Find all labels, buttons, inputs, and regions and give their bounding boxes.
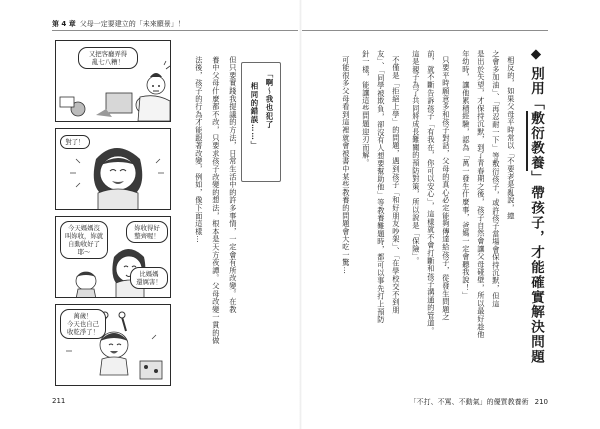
bubble-line: 今天媽媽沒 — [68, 224, 100, 232]
bubble-line: 萬歲！ — [73, 312, 93, 320]
bubble-line: 比媽媽 — [139, 270, 159, 278]
speech-bubble — [130, 267, 168, 289]
right-page-number: 210 — [534, 398, 548, 406]
right-footer — [410, 397, 548, 407]
body-column: 前，就不斷告訴孩子「有我在，你可以安心」，這樣就不會打斷和孩子溝通的管道。 — [426, 50, 436, 335]
chapter-number: 第 4 章 — [52, 20, 76, 28]
body-column: 法後，孩子的行為才能跟著改變，例如，像下面這樣… — [194, 56, 204, 244]
bubble-line: 自動收好了 — [68, 240, 100, 248]
bubble-line: 妳收得好 — [134, 224, 160, 232]
aside-note-box — [241, 62, 281, 182]
bubble-line: 今天也自己 — [67, 320, 99, 328]
bubble-line: 耶～ — [77, 248, 91, 256]
speech-bubble — [126, 221, 168, 243]
speech-bubble — [60, 309, 106, 339]
bubble-line: 亂七八糟！ — [92, 58, 124, 66]
section-heading — [526, 46, 546, 364]
chapter-title: 父母一定要建立的「未來願景」！ — [79, 20, 185, 28]
heading-highlight: 敷衍教養 — [528, 111, 544, 171]
heading-text-start: 別用「 — [528, 66, 544, 112]
comic-panel-3 — [55, 216, 171, 298]
body-column: 這是親子為了共同將成長難關的預防對策，所以說是「保險」。 — [411, 50, 421, 265]
running-header — [52, 19, 185, 29]
body-column: 相反的，如果父母平時常以「不要老是亂說，總 — [506, 56, 516, 220]
body-column: 之會多加油」、「再忍耐一下」等敷衍孩子，或許孩子當場會保持沉默，但這 — [491, 50, 501, 308]
bubble-line: 整齊喔！ — [134, 232, 160, 240]
body-column: 針一樣，能讓這些問題迎刃而解。 — [361, 50, 371, 167]
body-column: 可能很多父母看到這裡就會被書中某些教養的問題會大吃一驚… — [341, 56, 351, 275]
aside-note-line: 相同的錯誤……」 — [250, 82, 259, 150]
bubble-line: 還厲害！ — [136, 278, 162, 286]
book-gutter — [299, 0, 302, 429]
comic-panel-4 — [55, 304, 171, 386]
bubble-line: 叫妳收，妳就 — [64, 232, 104, 240]
body-column: 養中父母什麼都不改，只要求孩子改變的想法，根本是天方夜譚。父母改變一貫的做 — [211, 56, 221, 345]
comic-strip — [55, 40, 171, 387]
body-column: 是出於失望，才保持沉默，到了青春期之後，孩子自然會讓父母碰壁，所以最好趁他 — [476, 50, 486, 339]
comic-panel-1 — [55, 40, 171, 122]
aside-note-line: 「啊～我也犯了 — [265, 70, 274, 129]
bubble-line: 收乾淨了！ — [67, 328, 99, 336]
speech-bubble — [78, 47, 138, 69]
header-rule-right — [302, 30, 548, 31]
diamond-bullet-icon: ◆ — [528, 46, 544, 64]
speech-bubble — [60, 135, 90, 149]
speech-bubble — [60, 221, 108, 259]
heading-text-end: 」帶孩子，才能確實解決問題 — [528, 170, 544, 365]
body-column: 友」、「同學被欺負，卻沒有人想要幫助他」等教養難題時，都可以事先打上預防 — [376, 50, 386, 324]
comic-panel-2 — [55, 128, 171, 210]
body-column: 只要平時願意多和孩子對話，父母的真心必定能夠傳達給孩子，從發生問題之 — [441, 56, 451, 322]
header-rule-left — [52, 30, 298, 31]
book-title: 「不打、不罵、不動氣」的優質教養術 — [409, 398, 529, 406]
left-page-number: 211 — [52, 397, 66, 405]
bubble-line: 又把客廳弄得 — [88, 50, 128, 58]
body-column: 年幼時，讓他累積經驗，認為「萬一發生什麼事，爸媽一定會聽我說！」 — [461, 50, 471, 300]
body-column: 但只要實踐我提議的方法，日常生活中的許多事情，一定會有所改變。在教 — [228, 56, 238, 314]
bubble-line: 對了！ — [65, 138, 85, 146]
body-column: 不僅是「拒絕上學」的問題，遇到孩子「和好朋友吵架」、「在學校交不到朋 — [391, 56, 401, 314]
